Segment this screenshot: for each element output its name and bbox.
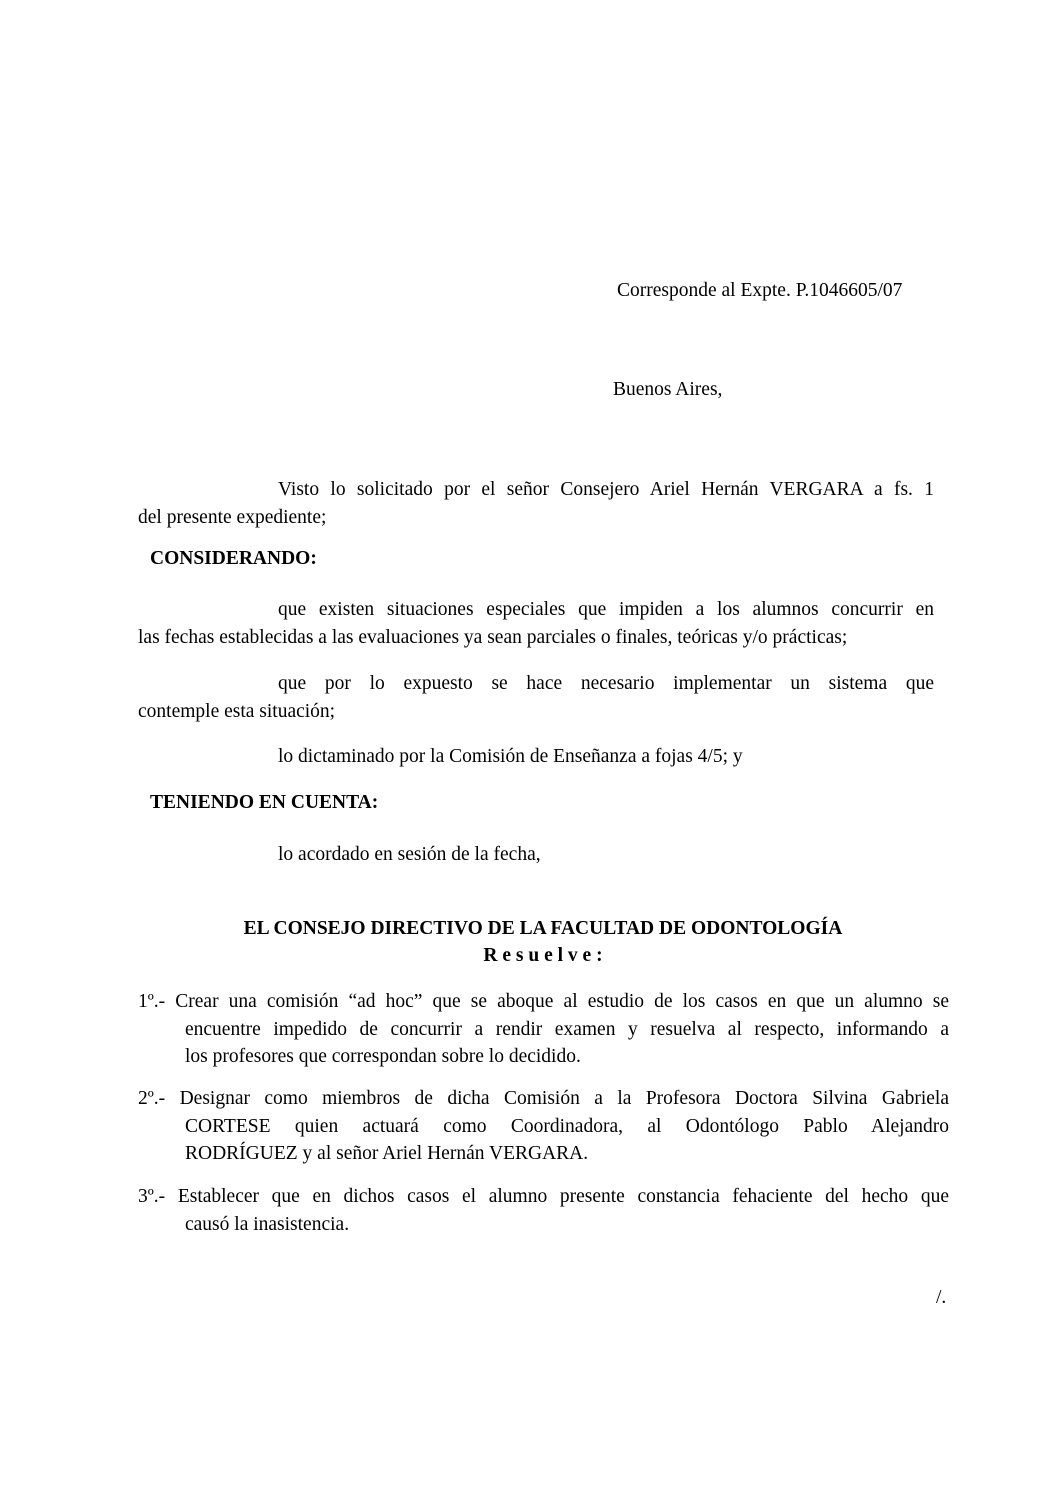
considerando-p1-line-1: que existen situaciones especiales que impiden a los alumnos concurrir en	[278, 599, 934, 620]
expediente-reference: Corresponde al Expte. P.1046605/07	[617, 280, 903, 301]
considerando-p2-line-1: que por lo expuesto se hace necesario implementar un sistema que	[278, 673, 934, 694]
council-title: EL CONSEJO DIRECTIVO DE LA FACULTAD DE ODONTOLOGÍA	[243, 918, 843, 939]
teniendo-paragraph: lo acordado en sesión de la fecha,	[278, 844, 541, 865]
visto-line-2: del presente expediente;	[138, 507, 327, 528]
resolution-heading	[138, 915, 948, 969]
visto-paragraph	[138, 476, 934, 532]
teniendo-heading: TENIENDO EN CUENTA:	[150, 792, 379, 813]
continuation-mark: /.	[936, 1287, 947, 1308]
article-3-line-2: causó la inasistencia.	[185, 1213, 350, 1235]
article-1-line-3: los profesores que correspondan sobre lo decidido.	[185, 1046, 581, 1067]
article-3-line-1: 3º.- Establecer que en dichos casos el alumno presente constancia fehaciente del hecho que	[138, 1186, 949, 1207]
article-1-line-1: 1º.- Crear una comisión “ad hoc” que se aboque al estudio de los casos en que un alumno se	[138, 991, 949, 1012]
considerando-p1-line-2: las fechas establecidas a las evaluaciones ya sean parciales o finales, teóricas y/o prácticas;	[138, 627, 848, 648]
place-date-line: Buenos Aires,	[613, 379, 723, 400]
considerando-p2-line-2: contemple esta situación;	[138, 701, 336, 722]
article-3	[138, 1183, 949, 1238]
considerando-heading: CONSIDERANDO:	[150, 548, 317, 569]
considerando-paragraph-3: lo dictaminado por la Comisión de Enseñanza a fojas 4/5; y	[278, 746, 743, 767]
article-2-line-1: 2º.- Designar como miembros de dicha Comisión a la Profesora Doctora Silvina Gabriela	[138, 1088, 949, 1109]
article-1	[138, 988, 949, 1071]
article-1-line-2: encuentre impedido de concurrir a rendir examen y resuelva al respecto, informando a	[185, 1018, 949, 1040]
resuelve-label: R e s u e l v e :	[483, 945, 603, 966]
article-2	[138, 1085, 949, 1168]
article-2-line-3: RODRÍGUEZ y al señor Ariel Hernán VERGARA.	[185, 1143, 589, 1164]
considerando-paragraph-1	[138, 596, 934, 652]
article-2-line-2: CORTESE quien actuará como Coordinadora, al Odontólogo Pablo Alejandro	[185, 1115, 949, 1137]
considerando-paragraph-2	[138, 670, 934, 726]
visto-line-1: Visto lo solicitado por el señor Consejero Ariel Hernán VERGARA a fs. 1	[278, 479, 934, 500]
